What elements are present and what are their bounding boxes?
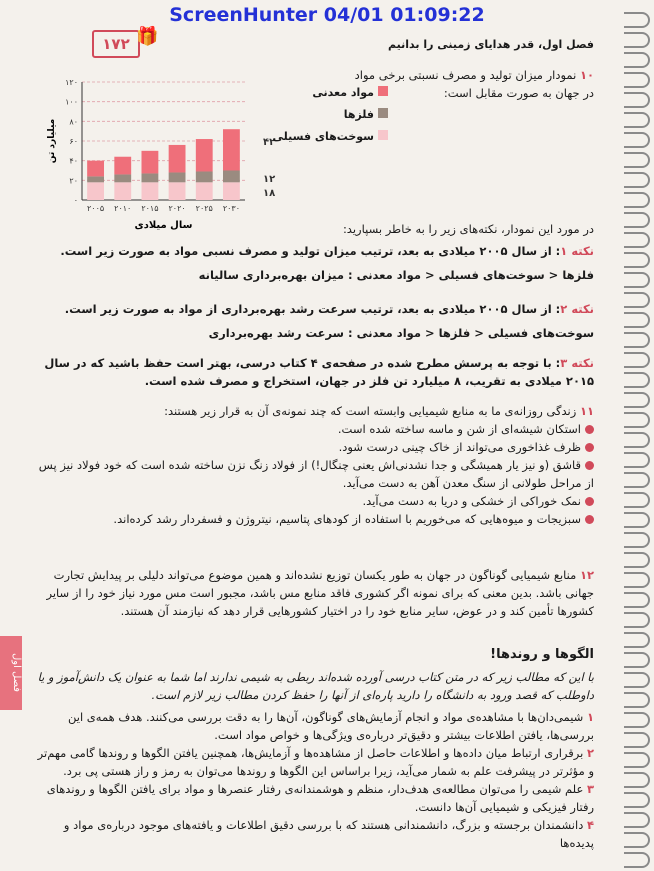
note-1 [34,242,594,284]
step-3: ۳ علم شیمی را می‌توان مطالعه‌ی هدف‌دار، منظم و هوشمندانه‌ی رفتار عنصرها و مواد برای یافتن الگوها و روندهای رفتار فیزیکی و شیمیایی آن‌ها دانست. [46,782,594,814]
side-value-label: ۱۲ [263,174,276,185]
spiral-ring [624,452,650,468]
intro-text: در مورد این نمودار، نکته‌های زیر را به خاطر بسپارید: [342,222,594,236]
spiral-ring [624,152,650,168]
bar-1 [87,176,104,182]
section-title: الگوها و روندها! [490,647,594,662]
spiral-ring [624,832,650,848]
question-12 [34,566,594,620]
spiral-ring [624,652,650,668]
bar-2 [223,129,240,170]
note-2-formula: سوخت‌های فسیلی < فلزها < مواد معدنی : سرعت رشد بهره‌برداری [208,326,594,340]
bar-0 [87,182,104,200]
spiral-ring [624,492,650,508]
bar-1 [223,171,240,183]
legend-metals: فلزها [248,104,388,126]
legend-swatch-metals [378,108,388,118]
question-11-item-3: قاشق (و نیز یار همیشگی و جدا نشدنی‌اش یعنی چنگال!) از فولاد زنگ نزن ساخته شده است که خود فولاد نیز پس از مراحل طولانی از سنگ معدن آهن به دست می‌آید. [38,458,594,490]
question-11-number: ۱۱ [579,404,594,418]
screenhunter-watermark: ScreenHunter 04/01 01:09:22 [169,4,485,26]
spiral-ring [624,232,650,248]
note-3 [34,354,594,390]
note-3-label: نکته ۳ [560,356,594,370]
spiral-ring [624,552,650,568]
step-4: ۴ دانشمندان برجسته و بزرگ، دانشمندانی هستند که با بررسی دقیق اطلاعات و یافته‌های موجود درباره‌ی مواد و پدیده‌ها [63,818,594,850]
x-tick-label: ۲۰۱۵ [141,204,159,213]
spiral-ring [624,612,650,628]
question-11-item-4: نمک خوراکی از خشکی و دریا به دست می‌آید. [34,492,594,510]
bar-0 [169,182,186,200]
side-value-label: ۱۸ [263,188,276,199]
bar-0 [223,182,240,200]
spiral-ring [624,432,650,448]
y-tick-label: ۱۲۰ [65,78,78,87]
bar-2 [87,161,104,177]
question-11-item-1: استکان شیشه‌ای از شن و ماسه ساخته شده است. [34,420,594,438]
y-axis-label: میلیارد تن [47,118,57,164]
x-tick-label: ۲۰۲۰ [168,204,186,213]
x-tick-label: ۲۰۳۰ [222,204,241,213]
y-tick-label: ۰ [73,196,78,205]
bullet-icon [585,515,594,524]
spiral-ring [624,212,650,228]
spiral-ring [624,792,650,808]
spiral-ring [624,372,650,388]
bar-2 [114,157,131,175]
spiral-ring [624,472,650,488]
spiral-ring [624,812,650,828]
note-1-label: نکته ۱ [560,244,594,258]
x-tick-label: ۲۰۰۵ [86,204,105,213]
side-tab: فصل اول [0,636,22,710]
spiral-ring [624,92,650,108]
spiral-ring [624,512,650,528]
x-axis-label: سال میلادی [134,220,193,231]
bar-0 [114,182,131,200]
spiral-ring [624,692,650,708]
bar-2 [169,145,186,173]
spiral-ring [624,32,650,48]
spiral-ring [624,112,650,128]
spiral-ring [624,772,650,788]
y-tick-label: ۴۰ [69,156,78,166]
question-10-number: ۱۰ [579,68,594,82]
question-12-text: منابع شیمیایی گوناگون در جهان به طور یکسان توزیع نشده‌اند و همین موضوع می‌تواند دلیلی بر پیدایش تجارت جهانی باشد. بدین معنی که برای نمونه اگر کشوری فاقد منابع مس باشد، مجبور است مس مورد نیاز خود را از سایر کشورها تأمین کند و در عوض، سایر منابع خود را در اختیار کشورهایی قرار دهد که نیازمند آن هستند. [46,568,594,618]
bullet-icon [585,425,594,434]
legend-minerals: مواد معدنی [248,82,388,104]
question-11 [34,402,594,528]
spiral-ring [624,712,650,728]
bullet-icon [585,443,594,452]
bar-1 [114,174,131,182]
side-value-label: ۴۲ [263,137,276,148]
section-intro: با این که مطالب زیر که در متن کتاب درسی آورده شده‌اند ربطی به شیمی ندارند اما شما به عنوان یک دانش‌آموز و یا داوطلب که قصد ورود به دانشگاه را دارید پاره‌ای از آنها را حفظ کردن مطالب زیر لازم است. [37,670,594,702]
bar-2 [141,151,158,174]
steps-list [34,708,594,852]
note-2-text: : از سال ۲۰۰۵ میلادی به بعد، ترتیب سرعت رشد بهره‌برداری از مواد به صورت زیر است. [64,302,561,316]
bullet-icon [585,461,594,470]
spiral-ring [624,72,650,88]
spiral-ring [624,732,650,748]
question-12-number: ۱۲ [579,568,594,582]
legend-swatch-fossil [378,130,388,140]
x-tick-label: ۲۰۲۵ [195,204,213,213]
spiral-ring [624,172,650,188]
y-tick-label: ۱۰۰ [65,97,78,107]
x-tick-label: ۲۰۱۰ [114,204,132,213]
bar-2 [196,139,213,171]
page-number: ۱۷۲ [92,30,140,58]
spiral-ring [624,392,650,408]
spiral-ring [624,292,650,308]
bar-1 [169,172,186,182]
y-tick-label: ۲۰ [69,176,78,186]
gift-icon: 🎁 [136,26,159,47]
bar-0 [141,182,158,200]
spiral-ring [624,312,650,328]
spiral-ring [624,352,650,368]
spiral-ring [624,672,650,688]
question-11-item-5: سبزیجات و میوه‌هایی که می‌خوریم با استفاده از کودهای پتاسیم، نیتروژن و فسفردار رشد کرده‌اند. [34,510,594,528]
question-10 [344,66,594,102]
spiral-ring [624,192,650,208]
note-2-label: نکته ۲ [560,302,594,316]
note-3-text: : با توجه به پرسش مطرح شده در صفحه‌ی ۴ کتاب درسی، بهتر است حفظ باشید که در سال ۲۰۱۵ میلادی به تقریب، ۸ میلیارد تن فلز در جهان، استخراج و مصرف شده است. [44,356,594,388]
note-1-formula: فلزها < سوخت‌های فسیلی < مواد معدنی : میزان بهره‌برداری سالیانه [198,268,594,282]
spiral-ring [624,532,650,548]
bullet-icon [585,497,594,506]
bar-1 [196,171,213,182]
note-2 [34,300,594,342]
spiral-ring [624,632,650,648]
notebook-spiral [620,0,654,871]
question-11-text: زندگی روزانه‌ی ما به منابع شیمیایی وابسته است که چند نمونه‌ی آن به قرار زیر هستند: [164,404,577,418]
y-tick-label: ۶۰ [69,137,78,146]
step-1: ۱ شیمی‌دان‌ها با مشاهده‌ی مواد و انجام آزمایش‌های گوناگون، آن‌ها را به دقت بررسی می‌کنند. هدف همه‌ی این بررسی‌ها، یافتن اطلاعات بیشتر و دقیق‌تر درباره‌ی ویژگی‌ها و خواص مواد است. [67,710,594,742]
spiral-ring [624,252,650,268]
spiral-ring [624,272,650,288]
legend-fossil: سوخت‌های فسیلی [248,126,388,148]
spiral-ring [624,752,650,768]
spiral-ring [624,132,650,148]
question-11-item-2: ظرف غذاخوری می‌تواند از خاک چینی درست شود. [34,438,594,456]
bar-0 [196,182,213,200]
spiral-ring [624,852,650,868]
note-1-text: : از سال ۲۰۰۵ میلادی به بعد، ترتیب میزان تولید و مصرف نسبی مواد به صورت زیر است. [60,244,561,258]
y-tick-label: ۸۰ [69,117,78,127]
step-2: ۲ برقراری ارتباط میان داده‌ها و اطلاعات حاصل از مشاهده‌ها و آزمایش‌ها، همچنین یافتن الگوها و روندها گامی مهم‌تر و مؤثرتر در پیشرفت علم به شمار می‌آید، زیرا براساس این الگوها و روندها می‌توان به رمز و راز هستی پی برد. [37,746,594,778]
spiral-ring [624,592,650,608]
spiral-ring [624,572,650,588]
spiral-ring [624,52,650,68]
spiral-ring [624,332,650,348]
spiral-ring [624,412,650,428]
question-10-text: نمودار میزان تولید و مصرف نسبتی برخی مواد در جهان به صورت مقابل است: [354,68,594,100]
bar-1 [141,173,158,182]
chapter-header: فصل اول، قدر هدایای زمینی را بدانیم [387,38,594,51]
